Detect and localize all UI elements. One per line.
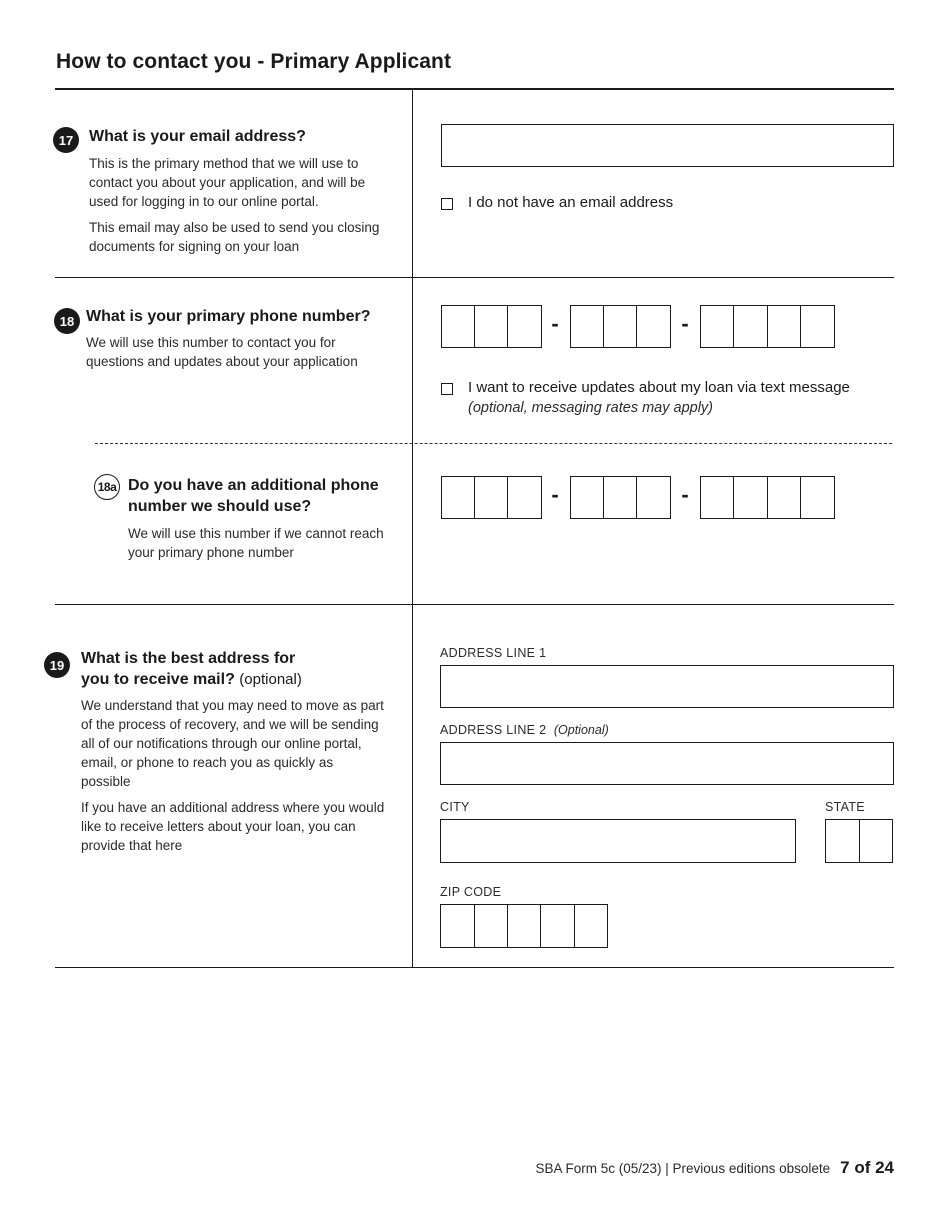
primary-phone-area-code[interactable] (441, 305, 542, 348)
digit-cell[interactable] (768, 306, 801, 347)
section-divider-18 (55, 604, 894, 605)
question-17-desc-para-2: This email may also be used to send you closing documents for signing on your loan (89, 220, 380, 254)
digit-cell[interactable] (701, 306, 734, 347)
zip-code-input[interactable] (440, 904, 608, 948)
text-updates-checkbox[interactable] (441, 383, 453, 395)
digit-cell[interactable] (637, 306, 670, 347)
additional-phone-line-number[interactable] (700, 476, 835, 519)
letter-cell[interactable] (860, 820, 892, 862)
digit-cell[interactable] (475, 477, 508, 518)
text-updates-note: (optional, messaging rates may apply) (468, 400, 714, 416)
primary-phone-line-number[interactable] (700, 305, 835, 348)
no-email-checkbox[interactable] (441, 198, 453, 210)
state-input[interactable] (825, 819, 893, 863)
question-19-desc-para-1: We understand that you may need to move as part of the process of recovery, and we will be sending all of our notifications through our online portal, email, or phone to reach you as quickly as possible (81, 698, 384, 789)
digit-cell[interactable] (541, 905, 575, 947)
question-19-title (81, 648, 321, 690)
digit-cell[interactable] (441, 905, 475, 947)
question-19-desc-para-2: If you have an additional address where you would like to receive letters about your loan, you can provide that here (81, 800, 385, 853)
question-19-title-text: What is the best address for you to receive mail? (81, 650, 296, 688)
digit-cell[interactable] (508, 306, 541, 347)
column-divider (412, 90, 413, 967)
digit-cell[interactable] (442, 477, 475, 518)
digit-cell[interactable] (604, 306, 637, 347)
question-18-description: We will use this number to contact you for questions and updates about your application (86, 335, 358, 369)
question-17-number-badge: 17 (53, 127, 79, 153)
address-line-2-label (440, 723, 609, 737)
digit-cell[interactable] (637, 477, 670, 518)
digit-cell[interactable] (571, 306, 604, 347)
digit-cell[interactable] (475, 905, 508, 947)
form-info: SBA Form 5c (05/23) | Previous editions obsolete (535, 1161, 831, 1176)
question-17-desc-para-1: This is the primary method that we will use to contact you about your application, and will be used for logging in to our online portal. (89, 156, 366, 209)
phone-separator: - (681, 482, 689, 507)
letter-cell[interactable] (826, 820, 860, 862)
section-divider-17 (55, 277, 894, 278)
city-input[interactable] (440, 819, 796, 863)
no-email-label: I do not have an email address (468, 194, 674, 211)
dashed-divider-18a (95, 443, 892, 444)
address-line-1-label: ADDRESS LINE 1 (440, 646, 547, 660)
digit-cell[interactable] (508, 905, 541, 947)
question-18-number-badge: 18 (54, 308, 80, 334)
phone-separator: - (551, 311, 559, 336)
digit-cell[interactable] (442, 306, 475, 347)
additional-phone-area-code[interactable] (441, 476, 542, 519)
question-18-title: What is your primary phone number? (86, 308, 371, 325)
digit-cell[interactable] (575, 905, 607, 947)
digit-cell[interactable] (801, 306, 834, 347)
digit-cell[interactable] (768, 477, 801, 518)
digit-cell[interactable] (508, 477, 541, 518)
digit-cell[interactable] (571, 477, 604, 518)
question-19-description (81, 696, 386, 862)
question-17-title: What is your email address? (89, 128, 306, 145)
page-number: 7 of 24 (840, 1158, 894, 1177)
email-input[interactable] (441, 124, 894, 167)
digit-cell[interactable] (801, 477, 834, 518)
question-19-number-badge: 19 (44, 652, 70, 678)
question-18a-title: Do you have an additional phone number we should use? (128, 477, 379, 515)
question-18a-description: We will use this number if we cannot reach your primary phone number (128, 526, 384, 560)
phone-separator: - (551, 482, 559, 507)
question-17-description (89, 154, 394, 263)
text-updates-label-text: I want to receive updates about my loan via text message (468, 379, 850, 396)
zip-code-label: ZIP CODE (440, 885, 502, 899)
address-line-2-input[interactable] (440, 742, 894, 785)
address-line-1-input[interactable] (440, 665, 894, 708)
state-label: STATE (825, 800, 865, 814)
address-line-2-optional-note: (Optional) (553, 723, 609, 737)
phone-separator: - (681, 311, 689, 336)
digit-cell[interactable] (734, 306, 768, 347)
question-18a-number-badge: 18a (94, 474, 120, 500)
primary-phone-prefix[interactable] (570, 305, 671, 348)
page-footer (535, 1158, 894, 1178)
digit-cell[interactable] (734, 477, 768, 518)
text-updates-label (468, 378, 888, 418)
title-divider (55, 88, 894, 90)
digit-cell[interactable] (701, 477, 734, 518)
address-line-2-label-text: ADDRESS LINE 2 (440, 723, 547, 737)
question-19-optional-tag: (optional) (239, 671, 302, 688)
page-title: How to contact you - Primary Applicant (56, 50, 452, 73)
section-divider-19 (55, 967, 894, 968)
digit-cell[interactable] (604, 477, 637, 518)
digit-cell[interactable] (475, 306, 508, 347)
city-label: CITY (440, 800, 470, 814)
additional-phone-prefix[interactable] (570, 476, 671, 519)
